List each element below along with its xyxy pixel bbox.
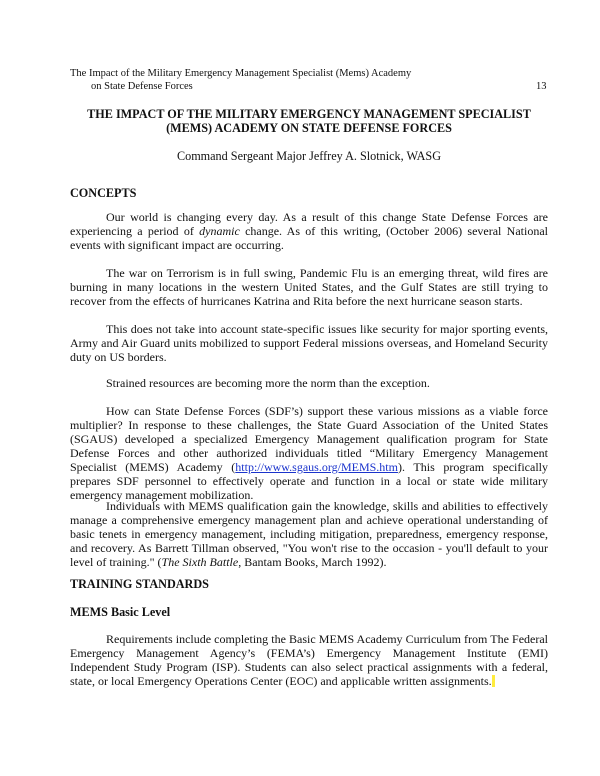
paragraph-5: How can State Defense Forces (SDF’s) support these various missions as a viable force multiplier? In response to these challenges, the State Guard Association of the United States (SGAUS) developed a specialized Emergency Management qualification program for State Defense Forces and other authorized individuals titled “Military Emergency Management Specialist (MEMS) Academy (http://www.sgaus.org/MEMS.htm). This program specifically prepares SDF personnel to effectively operate and function in a local or state wide military emergency management mobilization. — [70, 404, 549, 502]
paragraph-1: Our world is changing every day. As a result of this change State Defense Forces are experiencing a period of dynamic change. As of this writing, (October 2006) several National events with significant impact are occurring. — [70, 210, 548, 252]
author-line: Command Sergeant Major Jeffrey A. Slotnick, WASG — [176, 149, 442, 163]
subsection-heading-mems-basic: MEMS Basic Level — [70, 605, 171, 619]
running-header-line1: The Impact of the Military Emergency Management Specialist (Mems) Academy — [70, 68, 412, 79]
emphasis-dynamic: dynamic — [199, 224, 240, 238]
running-header-line2: on State Defense Forces — [91, 81, 193, 92]
text-highlight-marker — [492, 675, 495, 687]
page-number: 13 — [536, 81, 547, 92]
paragraph-4: Strained resources are becoming more the norm than the exception. — [106, 376, 430, 390]
paragraph-7: Requirements include completing the Basic MEMS Academy Curriculum from The Federal Emergency Management Agency’s (FEMA’s) Emergency Management Institute (EMI) Independent Study Program (ISP). Students can also select practical assignments with a federal, state, or local Emergency Operations Center (EOC) and applicable written assignments. — [70, 632, 548, 688]
document-title-line1: THE IMPACT OF THE MILITARY EMERGENCY MANAGEMENT SPECIALIST — [87, 107, 531, 121]
mems-link[interactable]: http://www.sgaus.org/MEMS.htm — [235, 460, 398, 474]
book-title: The Sixth Battle — [161, 555, 239, 569]
section-heading-training-standards: TRAINING STANDARDS — [70, 577, 209, 591]
paragraph-2: The war on Terrorism is in full swing, Pandemic Flu is an emerging threat, wild fires are burning in many locations in the western United States, and the Gulf States are still trying to recover from the effects of hurricanes Katrina and Rita before the next hurricane season starts. — [70, 266, 548, 308]
paragraph-3: This does not take into account state-specific issues like security for major sporting events, Army and Air Guard units mobilized to support Federal missions overseas, and Homeland Security duty on US borders. — [70, 322, 548, 364]
document-title-line2: (MEMS) ACADEMY ON STATE DEFENSE FORCES — [166, 121, 452, 135]
section-heading-concepts: CONCEPTS — [70, 186, 137, 200]
paragraph-6: Individuals with MEMS qualification gain the knowledge, skills and abilities to effectively manage a comprehensive emergency management plan and achieve operational understanding of basic tenets in emergency management, including mitigation, preparedness, emergency response, and recovery. As Barrett Tillman observed, "You won't rise to the occasion - you'll default to your level of training." (The Sixth Battle, Bantam Books, March 1992). — [70, 499, 548, 569]
